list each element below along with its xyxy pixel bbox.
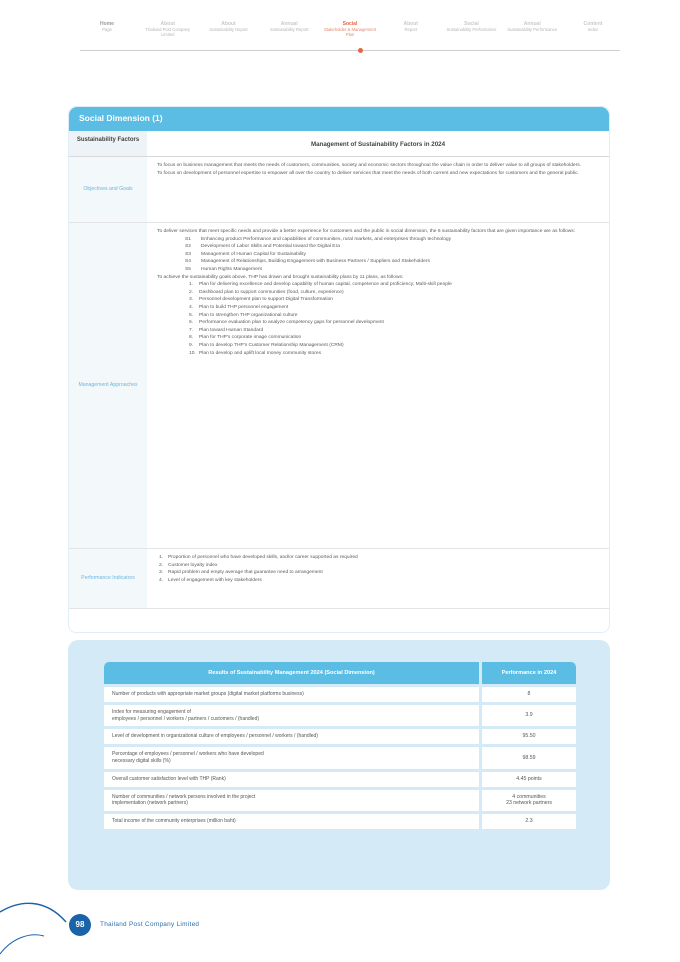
col-header-management: Management of Sustainability Factors in 2024 bbox=[310, 141, 446, 148]
objective-line: To focus on development of personnel expertise to empower all over the country to deliver services that meet the needs of both current and new expectations for customers and the general public. bbox=[157, 170, 579, 176]
factor-code: S4 bbox=[185, 259, 191, 265]
indicator-number: 2. bbox=[159, 562, 164, 568]
result-label bbox=[104, 687, 479, 702]
result-label bbox=[104, 705, 479, 727]
plan-item bbox=[157, 304, 599, 312]
result-value bbox=[482, 747, 576, 769]
nav-title: Annual bbox=[280, 21, 298, 27]
nav-item-annual-performance[interactable] bbox=[505, 22, 559, 52]
indicator-text: Proportion of personnel who have developed skills, and/or career supported as required bbox=[168, 555, 358, 560]
plan-text: Performance evaluation plan to analyze competency gaps for personnel development bbox=[199, 320, 384, 326]
plan-number: 3. bbox=[189, 297, 194, 303]
plan-item bbox=[157, 281, 599, 289]
plan-number: 7. bbox=[189, 327, 194, 333]
plan-text: Plan to strengthen THP organizational culture bbox=[199, 312, 298, 318]
table-row bbox=[104, 814, 576, 829]
row-body bbox=[147, 549, 609, 608]
result-value bbox=[482, 772, 576, 787]
plan-item bbox=[157, 319, 599, 327]
result-label-line: Total income of the community enterprises (million baht) bbox=[112, 818, 236, 825]
factor-text: Management of Relationships, Building Engagement with Business Partners / Suppliers and Stakeholders bbox=[201, 259, 430, 265]
plan-text: Plan to develop THP's Customer Relationship Management (CRM) bbox=[199, 342, 344, 348]
nav-item-about-company[interactable] bbox=[141, 22, 195, 52]
nav-item-social-performance[interactable] bbox=[445, 22, 499, 52]
plan-number: 4. bbox=[189, 304, 194, 310]
factor-item bbox=[157, 266, 599, 274]
table-row bbox=[104, 729, 576, 744]
nav-item-about[interactable] bbox=[384, 22, 438, 52]
approach-mid: To achieve the sustainability goals above, THP has drawn and brought sustainability plans by 11 plans, as follows: bbox=[157, 274, 404, 280]
factor-item bbox=[157, 251, 599, 259]
plan-item bbox=[157, 289, 599, 297]
results-table-header bbox=[104, 662, 576, 684]
nav-title: Home bbox=[100, 21, 114, 27]
card-title: Social Dimension (1) bbox=[69, 107, 609, 131]
row-body bbox=[147, 157, 609, 222]
factor-text: Management of Human Capital for Sustainability bbox=[201, 251, 306, 257]
results-panel bbox=[68, 640, 610, 890]
table-row-performance-indicators bbox=[69, 549, 609, 609]
plan-text: Plan for delivering excellence and develop capability of human capital, competence and proficiency, Multi-skill people bbox=[199, 282, 452, 288]
nav-title: Social bbox=[464, 21, 479, 27]
result-label bbox=[104, 729, 479, 744]
indicator-number: 4. bbox=[159, 577, 164, 583]
nav-title: About bbox=[403, 21, 418, 27]
result-value bbox=[482, 705, 576, 727]
row-label: Objectives and Goals bbox=[69, 157, 147, 222]
table-row-objectives bbox=[69, 157, 609, 223]
page-number-badge: 98 bbox=[69, 914, 91, 936]
nav-sub: Stakeholder & Management Plan bbox=[324, 27, 376, 37]
indicator-number: 1. bbox=[159, 555, 164, 560]
plan-text: Plan to develop and uplift local money community stores bbox=[199, 350, 322, 356]
factor-code: S2 bbox=[185, 244, 191, 250]
result-value bbox=[482, 814, 576, 829]
objective-line: To focus on business management that meets the needs of customers, communities, society and economic sectors throughout the value chain in order to deliver value to all groups of stakeholders. bbox=[157, 163, 582, 168]
plan-item bbox=[157, 334, 599, 342]
result-label-line: Overall customer satisfaction level with THP (Rank) bbox=[112, 775, 226, 782]
plan-item bbox=[157, 342, 599, 350]
plan-item bbox=[157, 327, 599, 335]
result-label bbox=[104, 772, 479, 787]
indicator-item bbox=[157, 562, 599, 570]
nav-title: Annual bbox=[523, 21, 541, 27]
result-label-line: necessary digital skills (%) bbox=[112, 757, 171, 764]
nav-sub: Index bbox=[587, 27, 599, 32]
result-label-line: implementation (network partners) bbox=[112, 800, 188, 807]
results-table bbox=[104, 662, 576, 829]
result-label bbox=[104, 814, 479, 829]
factor-item bbox=[157, 258, 599, 266]
col-header-factors: Sustainability Factors bbox=[69, 131, 147, 156]
result-value-line: 8 bbox=[527, 691, 531, 697]
table-column-headers bbox=[69, 131, 609, 157]
result-value bbox=[482, 729, 576, 744]
factor-code: S5 bbox=[185, 266, 191, 272]
nav-sub: Thailand Post Company Limited bbox=[145, 27, 191, 37]
nav-item-annual-report[interactable] bbox=[262, 22, 316, 52]
result-value-line: 98.59 bbox=[522, 754, 536, 761]
nav-sub: Sustainability Report bbox=[270, 27, 309, 32]
plan-text: Plan toward Human Standard bbox=[199, 327, 264, 333]
results-col-header-indicator: Results of Sustainability Management 2024 (Social Dimension) bbox=[104, 662, 479, 684]
top-navigation bbox=[80, 22, 620, 52]
result-label-line: Level of development in organizational culture of employees / personnel / workers / (handled) bbox=[112, 733, 318, 740]
approach-intro: To deliver services that meet specific needs and provide a better experience for customers and the public in social dimension, the 6 sustainability factors that are given importance are as follows: bbox=[157, 229, 576, 234]
footer-company-name: Thailand Post Company Limited bbox=[100, 921, 200, 928]
plan-item bbox=[157, 296, 599, 304]
result-value-line: 95.50 bbox=[522, 733, 536, 740]
nav-item-content-index[interactable] bbox=[566, 22, 620, 52]
result-value-line: 3.9 bbox=[525, 712, 533, 719]
plan-item bbox=[157, 350, 599, 358]
plan-text: Personnel development plan to support Digital Transformation bbox=[199, 297, 334, 303]
plan-number: 8. bbox=[189, 335, 194, 341]
plan-number: 2. bbox=[189, 289, 194, 295]
row-body bbox=[147, 223, 609, 548]
result-value bbox=[482, 687, 576, 702]
factor-code: S1 bbox=[185, 236, 191, 242]
plan-text: Plan to build THP personnel engagement bbox=[199, 304, 289, 310]
nav-active-marker-icon bbox=[358, 48, 363, 53]
indicator-number: 3. bbox=[159, 570, 164, 576]
factor-code: S3 bbox=[185, 251, 191, 257]
table-row bbox=[104, 772, 576, 787]
plan-number: 5. bbox=[189, 312, 194, 318]
indicator-text: Customer loyalty index bbox=[168, 562, 218, 568]
row-label: Management Approaches bbox=[69, 223, 147, 548]
result-value-line: 4 communities bbox=[512, 793, 546, 800]
plan-text: Plan for THP's corporate image communication bbox=[199, 335, 302, 341]
nav-title: Content bbox=[583, 21, 603, 27]
nav-item-about-report[interactable] bbox=[202, 22, 256, 52]
result-label-line: employees / personnel / workers / partners / customers / (handled) bbox=[112, 715, 260, 722]
nav-title: Social bbox=[342, 21, 358, 27]
nav-sub: Sustainability Performance bbox=[507, 27, 558, 32]
plan-number: 10. bbox=[189, 350, 196, 356]
nav-sub: Sustainability Report bbox=[209, 27, 248, 32]
nav-title: About bbox=[221, 21, 236, 27]
indicator-text: Level of engagement with key stakeholders bbox=[168, 577, 262, 583]
nav-divider bbox=[80, 50, 620, 51]
nav-item-social-active[interactable] bbox=[323, 22, 377, 52]
plan-number: 1. bbox=[189, 282, 194, 288]
result-label bbox=[104, 790, 479, 812]
indicator-item bbox=[157, 554, 599, 562]
result-value-line: 2.3 bbox=[525, 818, 533, 825]
factor-item bbox=[157, 243, 599, 251]
nav-title: About bbox=[160, 21, 175, 27]
indicator-item bbox=[157, 577, 599, 585]
result-label-line: Index for measuring engagement of bbox=[112, 708, 191, 715]
plan-item bbox=[157, 312, 599, 320]
results-col-header-performance: Performance in 2024 bbox=[482, 662, 576, 684]
factor-text: Enhancing product Performance and capabilities of communities, rural markets, and enterprises through technology bbox=[201, 236, 452, 242]
nav-sub: Sustainability Performance bbox=[446, 27, 497, 32]
result-value-line: 4.45 points bbox=[516, 775, 542, 782]
table-row bbox=[104, 705, 576, 727]
plan-number: 9. bbox=[189, 342, 194, 348]
result-label-line: Percentage of employees / personnel / workers who have developed bbox=[112, 751, 264, 758]
result-label-line: Number of products with appropriate market groups (digital market platforms business) bbox=[112, 691, 304, 697]
nav-sub: Report bbox=[404, 27, 418, 32]
nav-item-home[interactable] bbox=[80, 22, 134, 52]
result-value-line: 23 network partners bbox=[506, 800, 552, 807]
indicator-text: Rapid problem and empty average that guarantee need to arrangement bbox=[168, 570, 323, 576]
result-label-line: Number of communities / network persons involved in the project bbox=[112, 793, 256, 800]
factor-text: Human Rights Management bbox=[201, 266, 262, 272]
table-row bbox=[104, 790, 576, 812]
row-label: Performance Indicators bbox=[69, 549, 147, 608]
table-row-management-approaches bbox=[69, 223, 609, 549]
plan-text: Dashboard plan to support communities (food, culture, experience) bbox=[199, 289, 344, 295]
table-row bbox=[104, 687, 576, 702]
factor-text: Development of Labor Skills and Potential toward the Digital Era bbox=[201, 244, 340, 250]
factor-item bbox=[157, 236, 599, 244]
nav-sub: Page bbox=[102, 27, 112, 32]
plan-number: 6. bbox=[189, 320, 194, 326]
sustainability-factors-card bbox=[68, 106, 610, 633]
indicator-item bbox=[157, 569, 599, 577]
result-label bbox=[104, 747, 479, 769]
result-value bbox=[482, 790, 576, 812]
table-row bbox=[104, 747, 576, 769]
